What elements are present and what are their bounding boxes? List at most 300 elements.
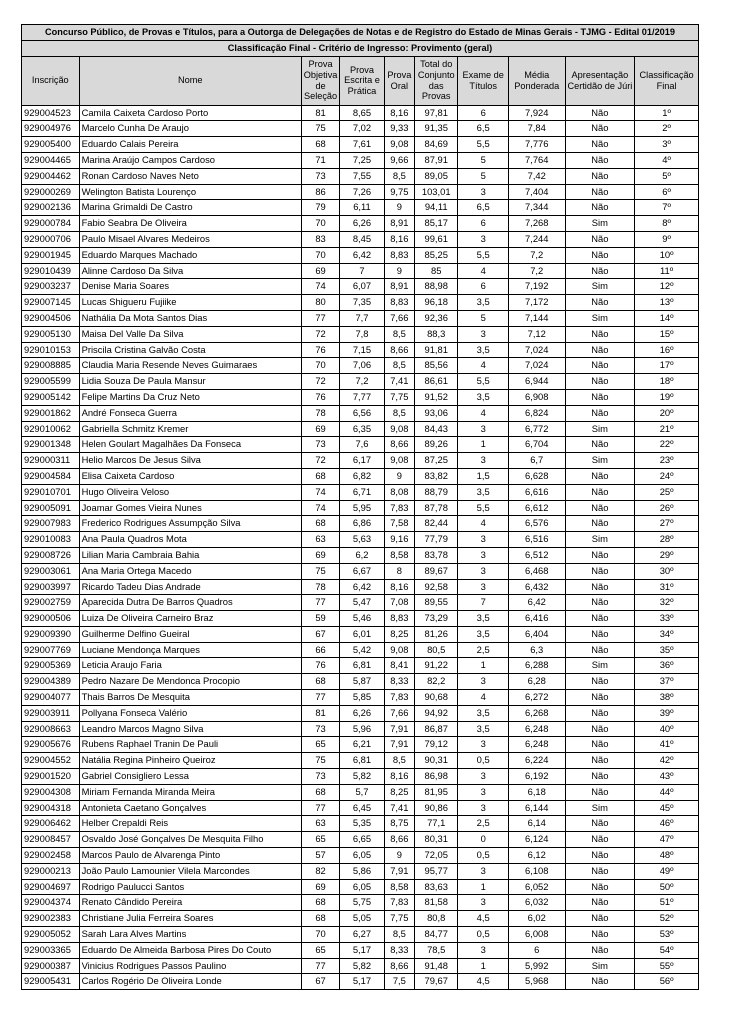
cell-total: 81,26 [415,626,458,642]
cell-escrita: 6,17 [340,453,384,469]
cell-inscricao: 929002759 [22,595,80,611]
cell-oral: 8,5 [384,358,414,374]
cell-inscricao: 929003365 [22,942,80,958]
table-row [22,421,699,437]
cell-classificacao: 28º [635,532,699,548]
cell-nome: Paulo Misael Alvares Medeiros [79,231,301,247]
cell-classificacao: 53º [635,927,699,943]
cell-objetiva: 81 [301,105,339,121]
cell-inscricao: 929005142 [22,389,80,405]
table-row [22,168,699,184]
cell-inscricao: 929000311 [22,453,80,469]
table-row [22,405,699,421]
cell-classificacao: 29º [635,547,699,563]
table-row [22,974,699,990]
cell-titulos: 2,5 [458,816,509,832]
cell-juri: Não [565,911,635,927]
cell-oral: 8,08 [384,484,414,500]
cell-escrita: 6,65 [340,832,384,848]
cell-juri: Não [565,879,635,895]
cell-juri: Não [565,927,635,943]
cell-objetiva: 77 [301,958,339,974]
table-row [22,216,699,232]
cell-escrita: 6,01 [340,626,384,642]
cell-classificacao: 44º [635,784,699,800]
cell-juri: Sim [565,800,635,816]
cell-objetiva: 73 [301,168,339,184]
cell-escrita: 6,05 [340,879,384,895]
table-row [22,437,699,453]
col-header-classificacao: Classificação Final [635,56,699,105]
cell-total: 80,5 [415,642,458,658]
cell-total: 94,11 [415,200,458,216]
table-row [22,263,699,279]
cell-total: 72,05 [415,848,458,864]
cell-inscricao: 929010062 [22,421,80,437]
cell-media: 6,108 [508,863,565,879]
cell-titulos: 3 [458,453,509,469]
cell-escrita: 6,81 [340,658,384,674]
cell-total: 97,81 [415,105,458,121]
cell-inscricao: 929003061 [22,563,80,579]
cell-titulos: 3,5 [458,295,509,311]
cell-escrita: 5,42 [340,642,384,658]
cell-escrita: 6,21 [340,737,384,753]
cell-classificacao: 8º [635,216,699,232]
cell-oral: 7,08 [384,595,414,611]
cell-oral: 7,83 [384,895,414,911]
table-row [22,468,699,484]
cell-nome: Sarah Lara Alves Martins [79,927,301,943]
table-row [22,200,699,216]
cell-nome: Ronan Cardoso Naves Neto [79,168,301,184]
cell-inscricao: 929005130 [22,326,80,342]
cell-titulos: 6 [458,279,509,295]
cell-juri: Não [565,247,635,263]
cell-escrita: 6,71 [340,484,384,500]
cell-media: 6,18 [508,784,565,800]
col-header-oral: Prova Oral [384,56,414,105]
cell-oral: 8,66 [384,437,414,453]
cell-oral: 8,33 [384,674,414,690]
cell-classificacao: 41º [635,737,699,753]
cell-classificacao: 43º [635,769,699,785]
cell-objetiva: 77 [301,595,339,611]
cell-juri: Sim [565,532,635,548]
cell-total: 90,86 [415,800,458,816]
cell-objetiva: 69 [301,263,339,279]
cell-titulos: 3 [458,231,509,247]
cell-objetiva: 73 [301,769,339,785]
cell-oral: 7,91 [384,737,414,753]
cell-media: 7,244 [508,231,565,247]
table-row [22,532,699,548]
cell-inscricao: 929010439 [22,263,80,279]
cell-nome: Pedro Nazare De Mendonca Procopio [79,674,301,690]
cell-media: 6,248 [508,737,565,753]
cell-total: 86,98 [415,769,458,785]
cell-objetiva: 81 [301,705,339,721]
cell-escrita: 6,27 [340,927,384,943]
cell-total: 93,06 [415,405,458,421]
table-row [22,753,699,769]
cell-nome: Rodrigo Paulucci Santos [79,879,301,895]
cell-media: 7,764 [508,152,565,168]
cell-juri: Não [565,579,635,595]
cell-total: 85,25 [415,247,458,263]
cell-juri: Sim [565,958,635,974]
cell-objetiva: 79 [301,200,339,216]
cell-nome: Denise Maria Soares [79,279,301,295]
cell-classificacao: 3º [635,137,699,153]
cell-objetiva: 70 [301,358,339,374]
cell-inscricao: 929000387 [22,958,80,974]
cell-total: 94,92 [415,705,458,721]
cell-objetiva: 68 [301,516,339,532]
table-row [22,769,699,785]
cell-nome: Lilian Maria Cambraia Bahia [79,547,301,563]
cell-oral: 7,5 [384,974,414,990]
table-row [22,863,699,879]
cell-inscricao: 929008663 [22,721,80,737]
cell-escrita: 7,8 [340,326,384,342]
cell-oral: 8,25 [384,784,414,800]
cell-nome: Marina Grimaldi De Castro [79,200,301,216]
cell-nome: Fabio Seabra De Oliveira [79,216,301,232]
cell-objetiva: 80 [301,295,339,311]
cell-juri: Não [565,405,635,421]
cell-objetiva: 78 [301,579,339,595]
cell-titulos: 3 [458,326,509,342]
cell-media: 6,12 [508,848,565,864]
cell-oral: 8,5 [384,168,414,184]
cell-objetiva: 68 [301,911,339,927]
cell-escrita: 7,02 [340,121,384,137]
table-row [22,721,699,737]
cell-total: 90,31 [415,753,458,769]
cell-media: 6,124 [508,832,565,848]
cell-titulos: 3 [458,532,509,548]
cell-media: 5,968 [508,974,565,990]
cell-objetiva: 67 [301,626,339,642]
cell-objetiva: 68 [301,784,339,800]
cell-media: 6,7 [508,453,565,469]
table-row [22,705,699,721]
table-row [22,247,699,263]
table-row [22,927,699,943]
cell-titulos: 6 [458,105,509,121]
table-row [22,326,699,342]
cell-oral: 7,91 [384,721,414,737]
cell-titulos: 3 [458,563,509,579]
cell-inscricao: 929000706 [22,231,80,247]
cell-total: 91,52 [415,389,458,405]
cell-nome: Thais Barros De Mesquita [79,690,301,706]
cell-media: 7,42 [508,168,565,184]
cell-classificacao: 25º [635,484,699,500]
cell-juri: Não [565,895,635,911]
cell-media: 7,024 [508,358,565,374]
cell-nome: Christiane Julia Ferreira Soares [79,911,301,927]
cell-juri: Não [565,437,635,453]
col-header-total: Total do Conjunto das Provas [415,56,458,105]
cell-media: 6,248 [508,721,565,737]
cell-oral: 9 [384,468,414,484]
cell-media: 6,144 [508,800,565,816]
cell-classificacao: 54º [635,942,699,958]
cell-classificacao: 38º [635,690,699,706]
cell-media: 7,172 [508,295,565,311]
cell-titulos: 4 [458,690,509,706]
cell-objetiva: 68 [301,895,339,911]
cell-oral: 8,41 [384,658,414,674]
table-row [22,342,699,358]
cell-escrita: 7,26 [340,184,384,200]
cell-inscricao: 929004077 [22,690,80,706]
cell-inscricao: 929004389 [22,674,80,690]
cell-nome: Ana Maria Ortega Macedo [79,563,301,579]
cell-oral: 9 [384,848,414,864]
cell-inscricao: 929005431 [22,974,80,990]
cell-classificacao: 40º [635,721,699,737]
cell-juri: Não [565,595,635,611]
table-row [22,295,699,311]
cell-classificacao: 2º [635,121,699,137]
title-row [22,25,699,41]
cell-titulos: 3 [458,863,509,879]
cell-objetiva: 75 [301,121,339,137]
cell-escrita: 6,26 [340,216,384,232]
cell-juri: Sim [565,658,635,674]
header-row [22,56,699,105]
cell-titulos: 5 [458,310,509,326]
cell-objetiva: 70 [301,927,339,943]
cell-escrita: 7,6 [340,437,384,453]
cell-oral: 9,08 [384,642,414,658]
cell-objetiva: 75 [301,563,339,579]
table-row [22,611,699,627]
cell-escrita: 7,06 [340,358,384,374]
cell-juri: Sim [565,421,635,437]
cell-titulos: 3,5 [458,626,509,642]
cell-media: 6,052 [508,879,565,895]
cell-total: 87,78 [415,500,458,516]
cell-oral: 7,75 [384,911,414,927]
results-sheet [21,24,699,990]
cell-objetiva: 63 [301,816,339,832]
cell-classificacao: 51º [635,895,699,911]
cell-oral: 9 [384,263,414,279]
cell-media: 7,404 [508,184,565,200]
cell-media: 6,032 [508,895,565,911]
cell-total: 82,2 [415,674,458,690]
cell-oral: 8,5 [384,753,414,769]
cell-nome: Hugo Oliveira Veloso [79,484,301,500]
cell-classificacao: 46º [635,816,699,832]
table-row [22,152,699,168]
cell-oral: 8,25 [384,626,414,642]
cell-media: 6,628 [508,468,565,484]
cell-media: 7,2 [508,247,565,263]
cell-titulos: 3,5 [458,484,509,500]
cell-total: 96,18 [415,295,458,311]
cell-titulos: 0,5 [458,753,509,769]
cell-inscricao: 929008457 [22,832,80,848]
table-row [22,690,699,706]
cell-juri: Não [565,295,635,311]
cell-classificacao: 42º [635,753,699,769]
cell-total: 88,98 [415,279,458,295]
cell-objetiva: 68 [301,674,339,690]
cell-total: 90,68 [415,690,458,706]
cell-juri: Sim [565,453,635,469]
table-row [22,516,699,532]
col-header-nome: Nome [79,56,301,105]
cell-escrita: 6,07 [340,279,384,295]
cell-media: 6,02 [508,911,565,927]
cell-nome: Frederico Rodrigues Assumpção Silva [79,516,301,532]
cell-inscricao: 929005400 [22,137,80,153]
cell-total: 83,78 [415,547,458,563]
cell-objetiva: 72 [301,326,339,342]
cell-inscricao: 929001520 [22,769,80,785]
cell-objetiva: 77 [301,310,339,326]
cell-juri: Não [565,516,635,532]
cell-inscricao: 929004523 [22,105,80,121]
cell-escrita: 7 [340,263,384,279]
cell-objetiva: 65 [301,737,339,753]
cell-classificacao: 26º [635,500,699,516]
table-row [22,547,699,563]
cell-escrita: 6,2 [340,547,384,563]
table-row [22,895,699,911]
table-row [22,784,699,800]
cell-total: 85 [415,263,458,279]
cell-escrita: 6,35 [340,421,384,437]
cell-nome: Pollyana Fonseca Valério [79,705,301,721]
table-row [22,484,699,500]
cell-escrita: 7,25 [340,152,384,168]
cell-media: 6,516 [508,532,565,548]
cell-oral: 8,83 [384,295,414,311]
cell-oral: 8,83 [384,247,414,263]
cell-juri: Não [565,484,635,500]
cell-escrita: 5,86 [340,863,384,879]
table-row [22,911,699,927]
cell-escrita: 5,17 [340,974,384,990]
cell-oral: 7,66 [384,705,414,721]
cell-nome: Carlos Rogério De Oliveira Londe [79,974,301,990]
cell-total: 78,5 [415,942,458,958]
cell-titulos: 4 [458,516,509,532]
cell-objetiva: 70 [301,247,339,263]
cell-classificacao: 19º [635,389,699,405]
cell-classificacao: 10º [635,247,699,263]
cell-total: 79,67 [415,974,458,990]
cell-classificacao: 1º [635,105,699,121]
cell-total: 88,3 [415,326,458,342]
cell-objetiva: 70 [301,216,339,232]
table-row [22,579,699,595]
cell-inscricao: 929003237 [22,279,80,295]
cell-total: 77,1 [415,816,458,832]
cell-inscricao: 929005599 [22,374,80,390]
col-header-media: Média Ponderada [508,56,565,105]
cell-total: 89,55 [415,595,458,611]
col-header-inscricao: Inscrição [22,56,80,105]
cell-escrita: 5,82 [340,958,384,974]
cell-classificacao: 12º [635,279,699,295]
cell-titulos: 4,5 [458,974,509,990]
cell-media: 7,268 [508,216,565,232]
cell-inscricao: 929000506 [22,611,80,627]
cell-nome: Elisa Caixeta Cardoso [79,468,301,484]
cell-inscricao: 929004976 [22,121,80,137]
cell-inscricao: 929008726 [22,547,80,563]
cell-media: 5,992 [508,958,565,974]
cell-escrita: 5,82 [340,769,384,785]
cell-inscricao: 929004374 [22,895,80,911]
cell-objetiva: 73 [301,721,339,737]
cell-oral: 8,58 [384,547,414,563]
cell-escrita: 5,47 [340,595,384,611]
cell-oral: 8,16 [384,769,414,785]
cell-oral: 7,75 [384,389,414,405]
cell-inscricao: 929004462 [22,168,80,184]
cell-escrita: 5,96 [340,721,384,737]
table-row [22,942,699,958]
cell-titulos: 3,5 [458,389,509,405]
cell-escrita: 5,17 [340,942,384,958]
table-row [22,737,699,753]
table-row [22,231,699,247]
cell-nome: Helen Goulart Magalhães Da Fonseca [79,437,301,453]
cell-juri: Não [565,626,635,642]
cell-titulos: 0,5 [458,927,509,943]
cell-nome: Claudia Maria Resende Neves Guimaraes [79,358,301,374]
cell-classificacao: 52º [635,911,699,927]
cell-total: 85,56 [415,358,458,374]
cell-juri: Não [565,152,635,168]
cell-oral: 8,33 [384,942,414,958]
cell-nome: Marina Araújo Campos Cardoso [79,152,301,168]
cell-inscricao: 929008885 [22,358,80,374]
cell-inscricao: 929000269 [22,184,80,200]
cell-media: 6 [508,942,565,958]
table-row [22,848,699,864]
cell-total: 87,25 [415,453,458,469]
cell-juri: Sim [565,216,635,232]
cell-titulos: 3,5 [458,705,509,721]
cell-media: 6,432 [508,579,565,595]
cell-objetiva: 73 [301,437,339,453]
cell-nome: Marcelo Cunha De Araujo [79,121,301,137]
cell-nome: Rubens Raphael Tranin De Pauli [79,737,301,753]
cell-total: 77,79 [415,532,458,548]
cell-nome: Vinicius Rodrigues Passos Paulino [79,958,301,974]
cell-classificacao: 13º [635,295,699,311]
cell-juri: Não [565,121,635,137]
document-subtitle: Classificação Final - Critério de Ingresso: Provimento (geral) [22,40,699,56]
cell-classificacao: 32º [635,595,699,611]
cell-objetiva: 69 [301,547,339,563]
cell-juri: Não [565,358,635,374]
cell-media: 7,192 [508,279,565,295]
table-row [22,674,699,690]
cell-inscricao: 929004465 [22,152,80,168]
cell-classificacao: 24º [635,468,699,484]
cell-titulos: 3 [458,579,509,595]
